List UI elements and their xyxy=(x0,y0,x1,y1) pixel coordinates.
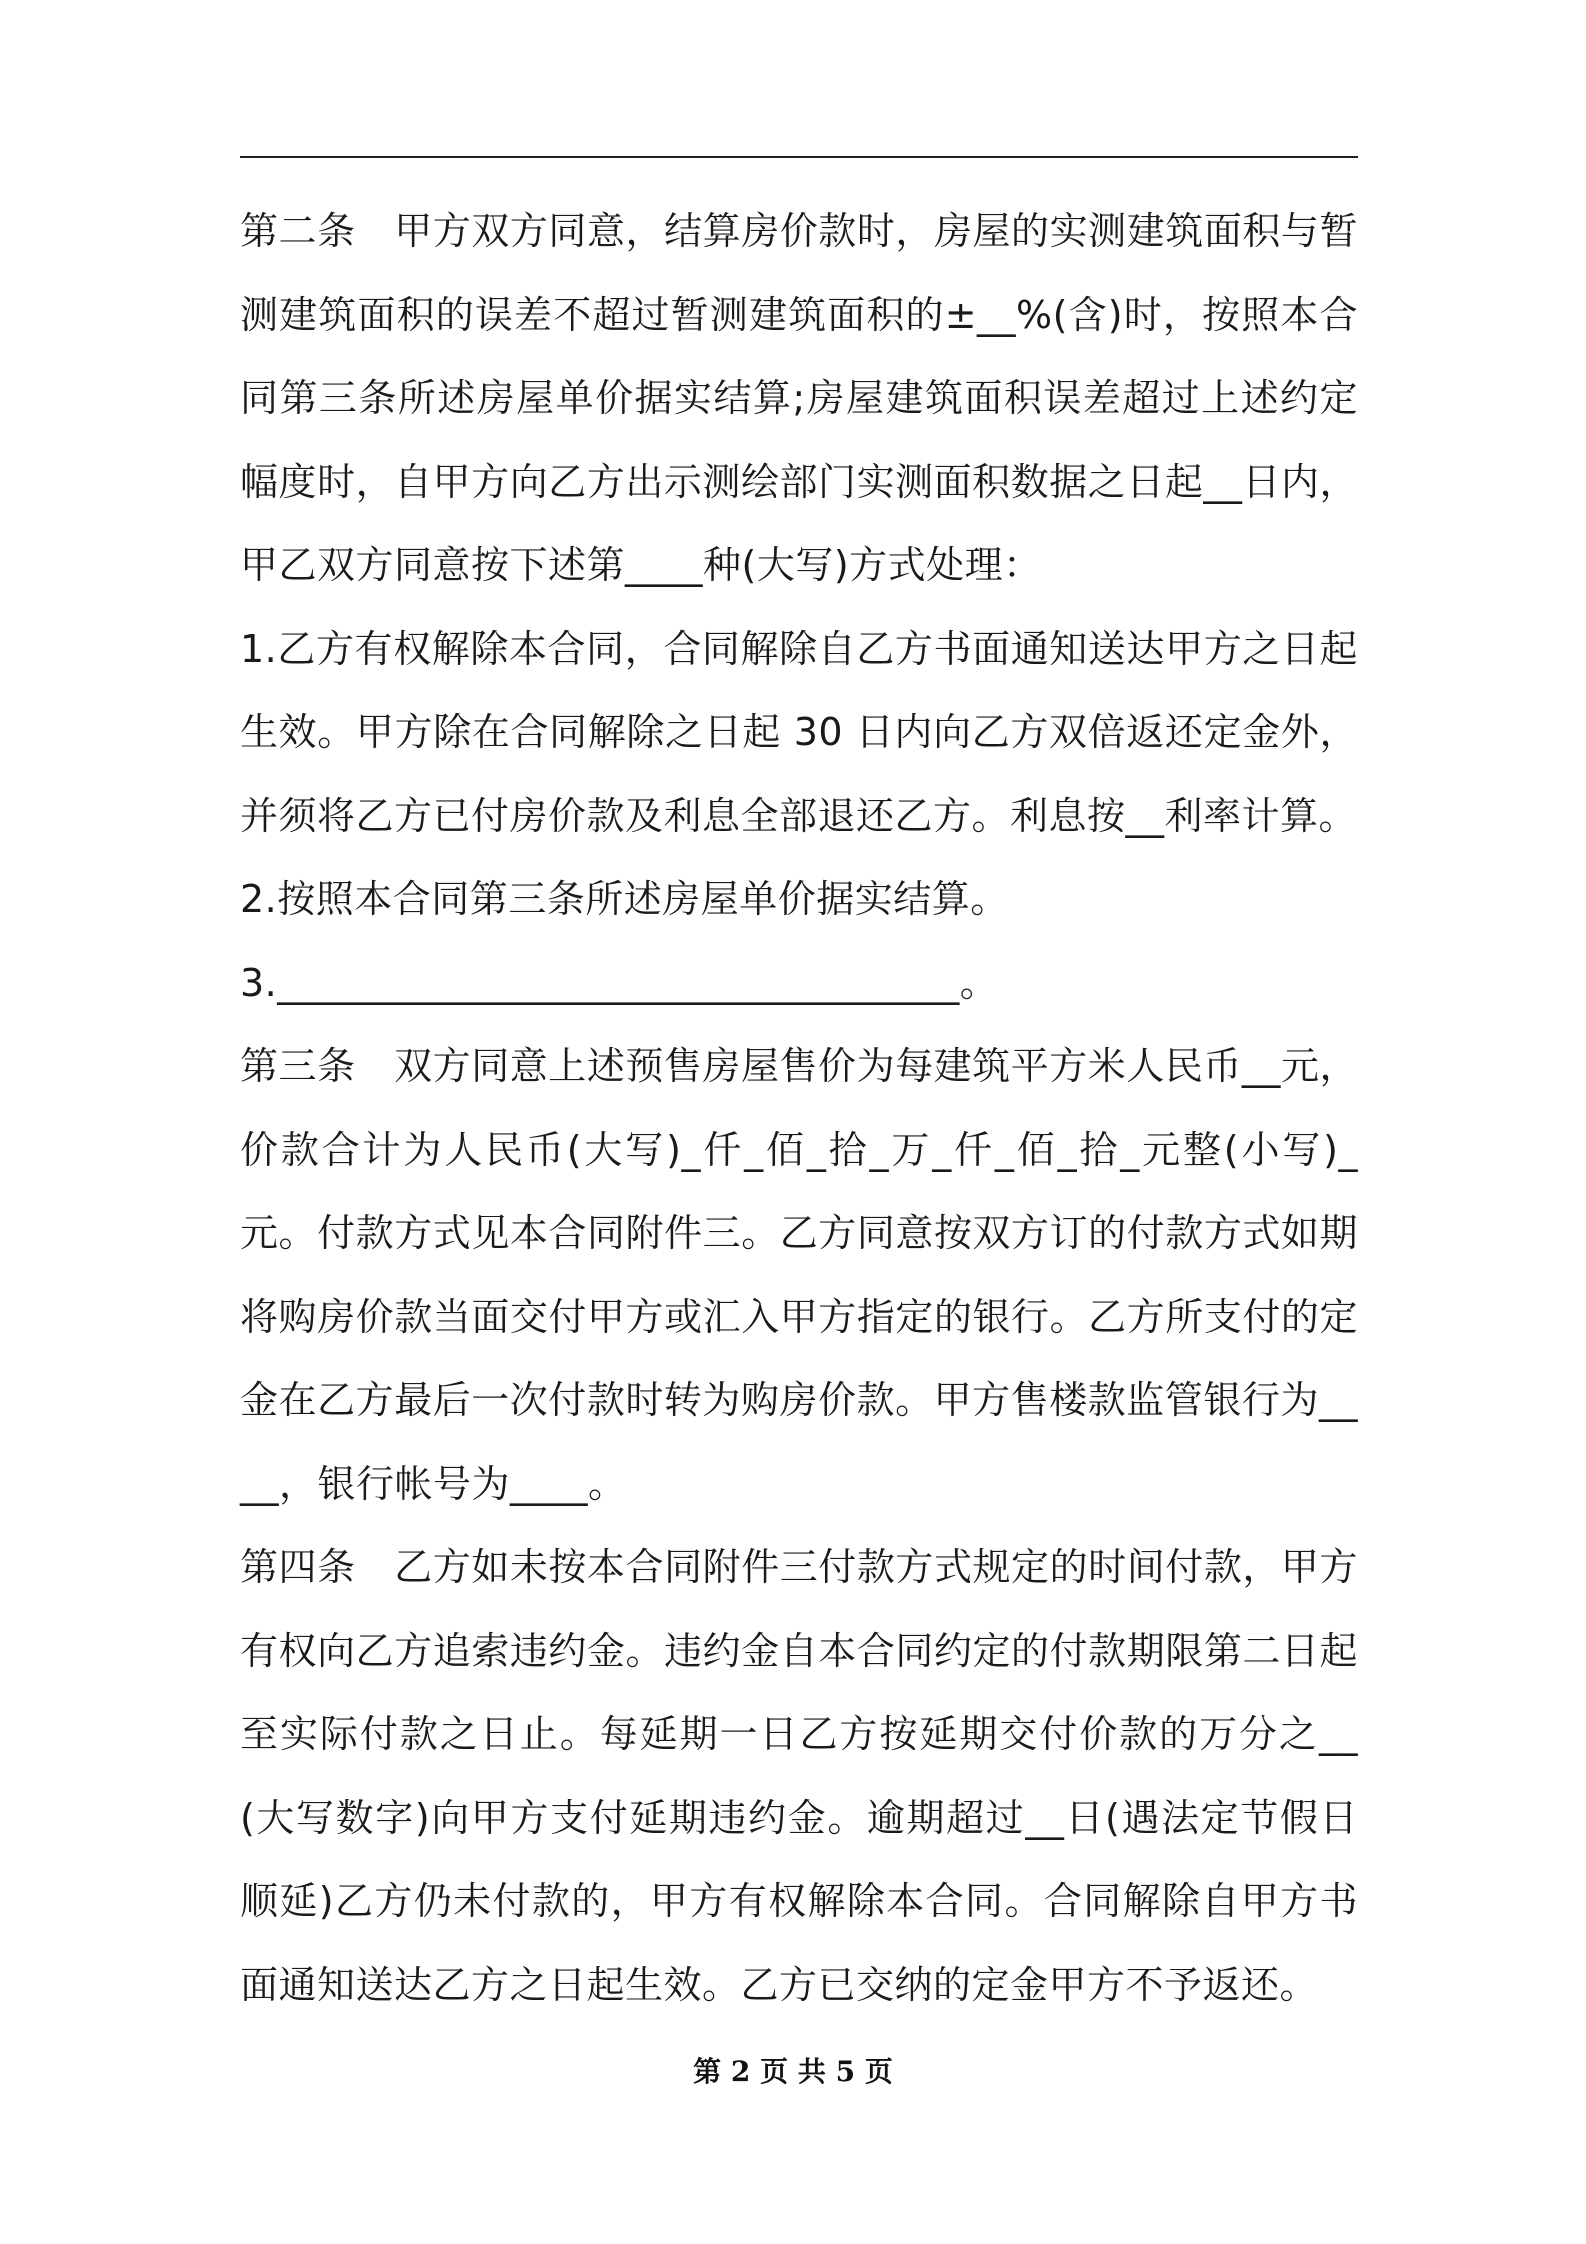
paragraph-option-1: 1.乙方有权解除本合同，合同解除自乙方书面通知送达甲方之日起生效。甲方除在合同解除之日起 30 日内向乙方双倍返还定金外，并须将乙方已付房价款及利息全部退还乙方。利息按__利率计算。 xyxy=(240,626,1358,838)
paragraph-option-2: 2.按照本合同第三条所述房屋单价据实结算。 xyxy=(240,877,1009,921)
document-body xyxy=(240,190,1358,2027)
paragraph-article-4: 第四条 乙方如未按本合同附件三付款方式规定的时间付款，甲方有权向乙方追索违约金。违约金自本合同约定的付款期限第二日起至实际付款之日止。每延期一日乙方按延期交付价款的万分之__(大写数字)向甲方支付延期违约金。逾期超过__日(遇法定节假日顺延)乙方仍未付款的，甲方有权解除本合同。合同解除自甲方书面通知送达乙方之日起生效。乙方已交纳的定金甲方不予返还。 xyxy=(240,1545,1358,2007)
paragraph-article-3: 第三条 双方同意上述预售房屋售价为每建筑平方米人民币__元，价款合计为人民币(大写)_仟_佰_拾_万_仟_佰_拾_元整(小写)_元。付款方式见本合同附件三。乙方同意按双方订的付款方式如期将购房价款当面交付甲方或汇入甲方指定的银行。乙方所支付的定金在乙方最后一次付款时转为购房价款。甲方售楼款监管银行为____，银行帐号为____。 xyxy=(240,1044,1358,1506)
header-rule xyxy=(240,156,1358,158)
page-number-footer: 第 2 页 共 5 页 xyxy=(693,2055,893,2088)
paragraph-option-3: 3.___________________________________。 xyxy=(240,960,999,1005)
paragraph-article-2: 第二条 甲方双方同意，结算房价款时，房屋的实测建筑面积与暂测建筑面积的误差不超过暂测建筑面积的±__%(含)时，按照本合同第三条所述房屋单价据实结算;房屋建筑面积误差超过上述约定幅度时，自甲方向乙方出示测绘部门实测面积数据之日起__日内，甲乙双方同意按下述第____种(大写)方式处理： xyxy=(240,209,1358,587)
